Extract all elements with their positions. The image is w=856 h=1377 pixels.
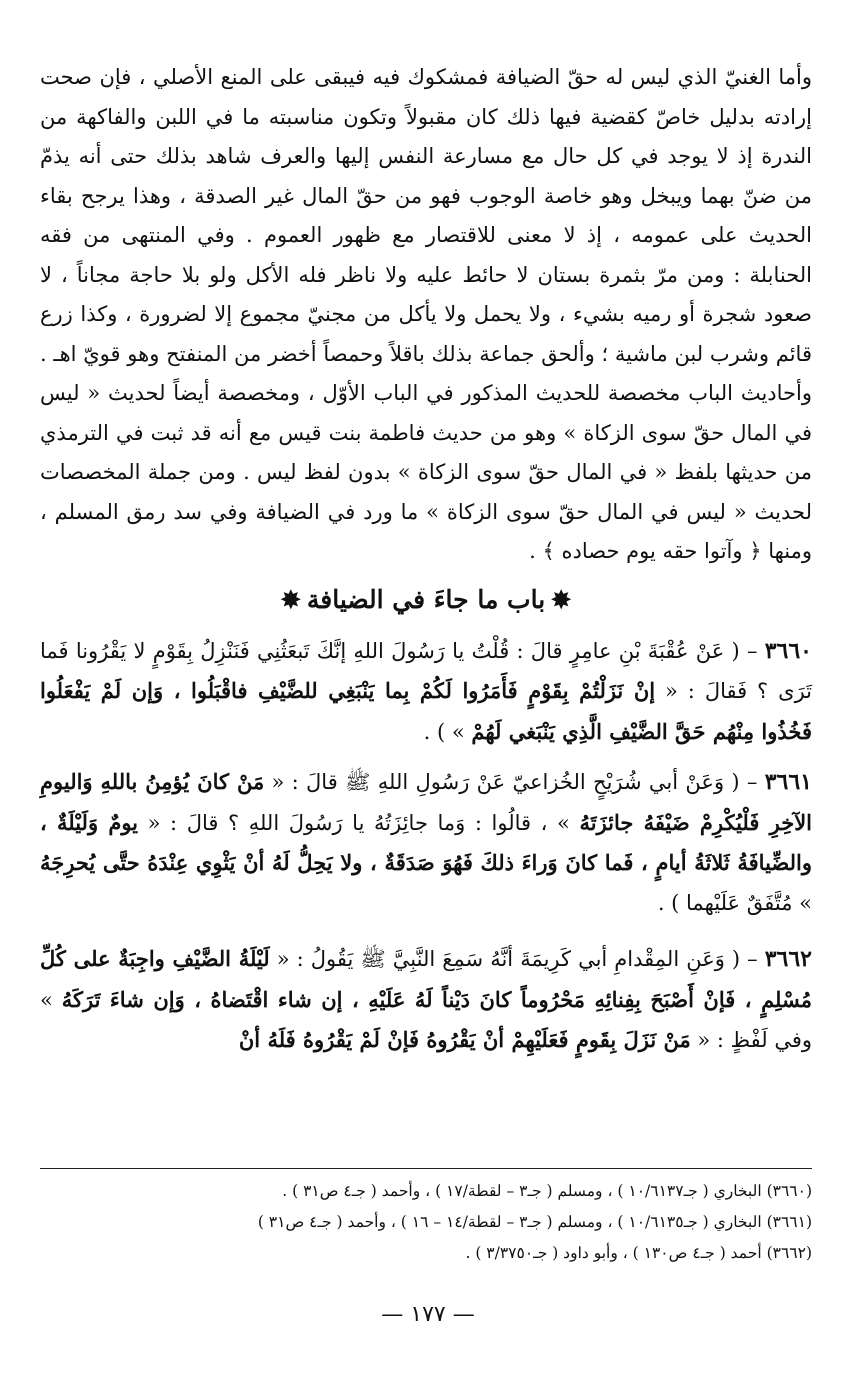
star-ornament-icon: ✸: [551, 584, 572, 614]
hadith-text-2: مَنْ نَزَلَ بِقَومٍ فَعَلَيْهِمْ أنْ يَقْرُوهُ فَإنْ لَمْ يَقْرُوهُ فَلَهُ أنْ: [238, 1027, 691, 1052]
hadith-text: مَنْ كانَ يُؤمِنُ باللهِ وَاليومِ الآخِرِ فَلْيُكْرِمْ ضَيْفَهُ جائزَتَهُ: [40, 769, 812, 835]
hadith-text-2: يومٌ وَلَيْلَةٌ ، والضِّيافَةُ ثَلاثَةُ أيامٍ ، فَما كانَ وَراءَ ذلكَ فَهُوَ صَدَقَةٌ ، ولا يَحِلُّ لَهُ أنْ يَثْوِي عِنْدَهُ حتَّى يُحرِجَهُ: [40, 809, 812, 875]
hadith-outro: » ) .: [423, 719, 472, 744]
hadith-3662: [40, 939, 812, 1061]
star-ornament-icon: ✸: [280, 584, 301, 614]
hadith-number: ٣٦٦٢: [764, 946, 812, 972]
hadith-middle: » ، قالُوا : وَما جائِزَتُهُ يا رَسُولَ اللهِ ؟ قالَ : «: [138, 810, 580, 835]
commentary-paragraph: وأما الغنيّ الذي ليس له حقّ الضيافة فمشكوك فيه فيبقى على المنع الأصلي ، فإن صحت إرادته بدليل خاصّ كقضية فيها ذلك كان مقبولاً وتكون مناسبته ما في اللبن والفاكهة من الندرة إذ لا يوجد في كل حال مع مسارعة النفس إليها والعرف شاهد بذلك حتى أنه يذمّ من ضنّ بهما ويبخل وهو خاصة الوجوب فهو من حقّ المال غير الصدقة ، وهذا يرجح بقاء الحديث على عمومه ، إذ لا معنى للاقتصار مع ظهور العموم . وفي المنتهى من فقه الحنابلة : ومن مرّ بثمرة بستان لا حائط عليه ولا ناظر فله الأكل ولو بلا حاجة مجاناً ، لا صعود شجرة أو رميه بشيء ، ولا يحمل ولا يأكل من مجنيّ مجموع إلا لضرورة ، وكذا زرع قائم وشرب لبن ماشية ؛ وألحق جماعة بذلك باقلاً وحمصاً أخضر من المنفتح وهو قويّ اهـ . وأحاديث الباب مخصصة للحديث المذكور في الباب الأوّل ، ومخصصة أيضاً لحديث « ليس في المال حقّ سوى الزكاة » وهو من حديث فاطمة بنت قيس مع أنه قد ثبت في الترمذي من حديثها بلفظ « في المال حقّ سوى الزكاة » بدون لفظ ليس . ومن جملة المخصصات لحديث « ليس في المال حقّ سوى الزكاة » ما ورد في الضيافة وفي سد رمق المسلم ، ومنها ﴿ وآتوا حقه يوم حصاده ﴾ .: [40, 65, 813, 563]
footnote-divider: [40, 1168, 812, 1169]
hadith-outro: » مُتَّفَقٌ عَلَيْهما ) .: [657, 890, 812, 915]
hadith-number: ٣٦٦١: [764, 769, 812, 795]
commentary-text: [40, 58, 812, 572]
hadith-intro: – ( وَعَنِ المِقْدامِ أبي كَرِيمَةَ أنَّهُ سَمِعَ النَّبِيَّ ﷺ يَقُولُ : «: [269, 947, 758, 971]
hadith-text: إنْ نَزَلْتُمْ بِقَوْمٍ فَأَمَرُوا لَكُمْ بِما يَنْبَغِي للضَّيْفِ فاقْبَلُوا ، وَإن لَمْ يَفْعَلُوا فَخُذُوا مِنْهُم حَقَّ الضَّيْفِ الَّذِي يَنْبَغي لَهُمْ: [40, 678, 812, 744]
chapter-title: باب ما جاءَ في الضيافة: [306, 584, 546, 614]
page-number: — ١٧٧ —: [381, 1302, 475, 1327]
hadith-number: ٣٦٦٠: [764, 637, 812, 664]
chapter-heading: [40, 578, 812, 622]
hadith-3661: [40, 762, 812, 923]
hadith-intro: – ( عَنْ عُقْبَةَ بْنِ عامِرٍ قالَ : قُلْتُ يا رَسُولَ اللهِ إنَّكَ تَبعَثُنِي فَنَنْزِلُ بِقَوْمٍ لا يَقْرُونا فَما تَرَى ؟ فَقالَ : «: [40, 638, 813, 703]
footnote-3660: (٣٦٦٠) البخاري ( جـ١٠/٦١٣٧ ) ، ومسلم ( جـ٣ – لقطة/١٧ ) ، وأحمد ( جـ٤ ص٣١ ) .: [282, 1182, 812, 1200]
footnote-3662: (٣٦٦٢) أحمد ( جـ٤ ص١٣٠ ) ، وأبو داود ( جـ٣/٣٧٥٠ ) .: [465, 1244, 812, 1262]
hadith-text: لَيْلَةُ الضَّيْفِ واجِبَةٌ على كُلِّ مُسْلِمٍ ، فَإنْ أَصْبَحَ بِفِنائِهِ مَحْرُوماً كانَ دَيْناً لَهُ عَلَيْهِ ، إن شاء اقْتَضاهُ ، وَإن شاءَ تَرَكَهُ: [40, 946, 812, 1012]
hadith-intro: – ( وَعَنْ أبي شُرَيْحٍ الخُزاعيّ عَنْ رَسُولِ اللهِ ﷺ قالَ : «: [264, 770, 758, 794]
footnote-3661: (٣٦٦١) البخاري ( جـ١٠/٦١٣٥ ) ، ومسلم ( جـ٣ – لقطة/١٤ – ١٦ ) ، وأحمد ( جـ٤ ص٣١ ): [257, 1213, 812, 1231]
hadith-3660: [40, 632, 812, 753]
footnotes: [40, 1176, 812, 1269]
hadith-middle: » وفي لَفْظٍ : «: [40, 987, 812, 1052]
